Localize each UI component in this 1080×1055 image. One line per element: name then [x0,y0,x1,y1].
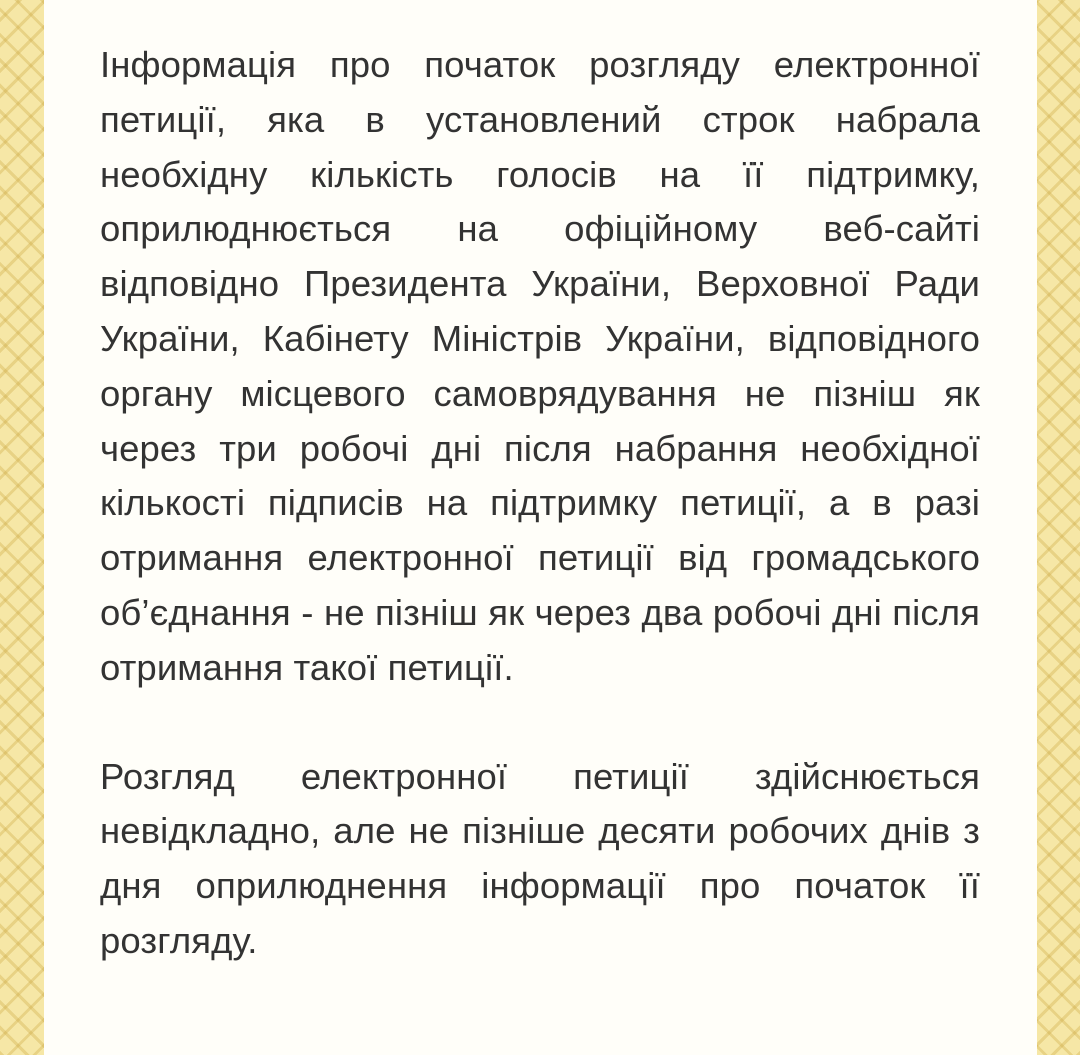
text-card [44,0,1037,1055]
paragraph-publication-info: Інформація про початок розгляду електронної петиції, яка в установлений строк набрала необхідну кількість голосів на її підтримку, оприлюднюється на офіційному веб-сайті відповідно Президента України, Верховної Ради України, Кабінету Міністрів України, відповідного органу місцевого самоврядування не пізніш як через три робочі дні після набрання необхідної кількості підписів на підтримку петиції, а в разі отримання електронної петиції від громадського об’єднання - не пізніш як через два робочі дні після отримання такої петиції. [100,44,980,688]
paragraph-review-deadline: Розгляд електронної петиції здійснюється невідкладно, але не пізніше десяти робочих днів з дня оприлюднення інформації про початок її розгляду. [100,755,980,961]
